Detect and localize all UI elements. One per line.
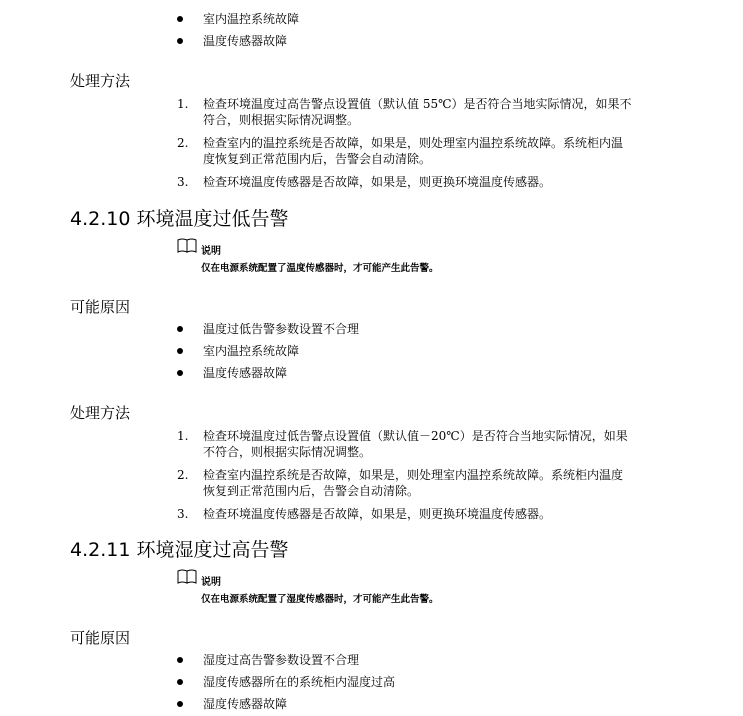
- section-title: 4.2.11 环境湿度过高告警: [70, 539, 289, 561]
- bullet-item: 室内温控系统故障: [203, 12, 300, 26]
- step-text-line: 度恢复到正常范围内后，告警会自动清除。: [203, 152, 432, 166]
- bullet-item: 湿度过高告警参数设置不合理: [203, 653, 360, 667]
- bullet-item: 湿度传感器所在的系统柜内湿度过高: [203, 675, 396, 689]
- note-text: 仅在电源系统配置了湿度传感器时，才可能产生此告警。: [201, 594, 439, 605]
- step-text-line: 检查环境温度过低告警点设置值（默认值－20℃）是否符合当地实际情况，如果: [203, 429, 628, 443]
- bullet-marker: [177, 326, 183, 332]
- step-text-line: 检查室内温控系统是否故障，如果是，则处理室内温控系统故障。系统柜内温度: [203, 468, 624, 482]
- note-text: 仅在电源系统配置了温度传感器时，才可能产生此告警。: [201, 263, 439, 274]
- step-number: 1.: [177, 429, 189, 443]
- step-text-line: 检查室内的温控系统是否故障，如果是，则处理室内温控系统故障。系统柜内温: [203, 136, 624, 150]
- bullet-item: 温度过低告警参数设置不合理: [203, 322, 360, 336]
- note-label: 说明: [201, 577, 221, 588]
- bullet-marker: [177, 657, 183, 663]
- bullet-marker: [177, 370, 183, 376]
- step-text-line: 符合，则根据实际情况调整。: [203, 113, 360, 127]
- step-text-line: 恢复到正常范围内后，告警会自动清除。: [203, 484, 420, 498]
- step-number: 3.: [177, 507, 189, 521]
- bullet-item: 室内温控系统故障: [203, 344, 300, 358]
- book-icon: [177, 569, 197, 585]
- section-title: 4.2.10 环境温度过低告警: [70, 208, 289, 230]
- step-number: 3.: [177, 175, 189, 189]
- bullet-marker: [177, 679, 183, 685]
- step-text-line: 检查环境温度传感器是否故障，如果是，则更换环境温度传感器。: [203, 507, 552, 521]
- step-number: 1.: [177, 97, 189, 111]
- note-label: 说明: [201, 246, 221, 257]
- step-text-line: 不符合，则根据实际情况调整。: [203, 445, 372, 459]
- bullet-item: 湿度传感器故障: [203, 697, 288, 711]
- section-heading: 可能原因: [70, 629, 131, 647]
- step-number: 2.: [177, 468, 189, 482]
- section-heading: 可能原因: [70, 298, 131, 316]
- section-heading: 处理方法: [70, 72, 131, 90]
- step-text-line: 检查环境温度过高告警点设置值（默认值 55℃）是否符合当地实际情况，如果不: [203, 97, 632, 111]
- bullet-marker: [177, 701, 183, 707]
- step-text-line: 检查环境温度传感器是否故障，如果是，则更换环境温度传感器。: [203, 175, 552, 189]
- bullet-item: 温度传感器故障: [203, 34, 288, 48]
- bullet-marker: [177, 38, 183, 44]
- step-number: 2.: [177, 136, 189, 150]
- bullet-marker: [177, 16, 183, 22]
- book-icon: [177, 238, 197, 254]
- bullet-marker: [177, 348, 183, 354]
- bullet-item: 温度传感器故障: [203, 366, 288, 380]
- section-heading: 处理方法: [70, 404, 131, 422]
